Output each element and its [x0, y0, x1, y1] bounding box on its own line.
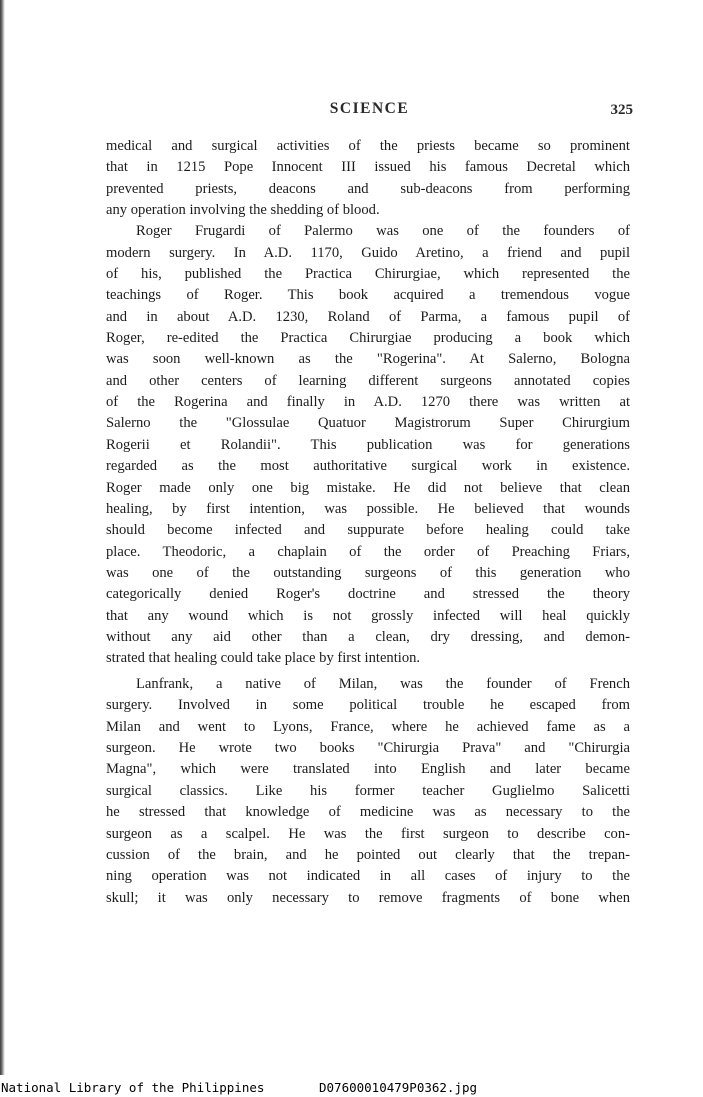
footer-library-name: National Library of the Philippines	[1, 1080, 265, 1095]
text-line: cussion of the brain, and he pointed out clearly that the trepan-	[106, 846, 630, 863]
text-line: he stressed that knowledge of medicine was as necessary to the	[106, 804, 630, 821]
text-line: was one of the outstanding surgeons of this generation who	[106, 564, 630, 581]
text-line: any operation involving the shedding of blood.	[106, 202, 380, 219]
text-line: strated that healing could take place by first intention.	[106, 650, 421, 667]
text-line: of his, published the Practica Chirurgiae, which represented the	[106, 266, 630, 283]
text-line: place. Theodoric, a chaplain of the order of Preaching Friars,	[106, 543, 630, 560]
page-number: 325	[610, 102, 633, 118]
running-title: SCIENCE	[329, 100, 410, 117]
paragraph-3	[106, 674, 630, 909]
text-line: surgical classics. Like his former teacher Guglielmo Salicetti	[106, 782, 630, 799]
text-line: Rogerii et Rolandii". This publication was for generations	[106, 436, 630, 453]
running-head	[106, 100, 633, 124]
text-line: Milan and went to Lyons, France, where he achieved fame as a	[106, 718, 630, 735]
text-line: should become infected and suppurate before healing could take	[106, 522, 630, 539]
text-line: surgery. Involved in some political trouble he escaped from	[106, 697, 630, 714]
text-line: Magna", which were translated into English and later became	[106, 761, 630, 778]
text-line: surgeon. He wrote two books "Chirurgia Prava" and "Chirurgia	[106, 740, 630, 757]
text-line: and in about A.D. 1230, Roland of Parma, a famous pupil of	[106, 308, 630, 325]
text-line: regarded as the most authoritative surgical work in existence.	[106, 458, 630, 475]
text-line: and other centers of learning different surgeons annotated copies	[106, 372, 630, 389]
text-line: skull; it was only necessary to remove fragments of bone when	[106, 889, 630, 906]
text-line: categorically denied Roger's doctrine and stressed the theory	[106, 586, 630, 603]
text-line: without any aid other than a clean, dry dressing, and demon-	[106, 628, 630, 645]
footer-filename: D07600010479P0362.jpg	[319, 1080, 478, 1095]
text-line: that in 1215 Pope Innocent III issued his famous Decretal which	[106, 159, 630, 176]
text-line: teachings of Roger. This book acquired a tremendous vogue	[106, 287, 630, 304]
text-line: surgeon as a scalpel. He was the first surgeon to describe con-	[106, 825, 630, 842]
text-line: ning operation was not indicated in all cases of injury to the	[106, 868, 630, 885]
text-line: healing, by first intention, was possible. He believed that wounds	[106, 500, 630, 517]
text-line: prevented priests, deacons and sub-deacons from performing	[106, 180, 630, 197]
text-line: Roger Frugardi of Palermo was one of the founders of	[136, 223, 630, 240]
scan-footer	[1, 1080, 701, 1097]
text-line: Roger, re-edited the Practica Chirurgiae producing a book which	[106, 330, 630, 347]
paragraph-1	[106, 136, 630, 221]
text-line: of the Rogerina and finally in A.D. 1270 there was written at	[106, 394, 630, 411]
paragraph-2	[106, 221, 630, 669]
text-line: Salerno the "Glossulae Quatuor Magistrorum Super Chirurgium	[106, 415, 630, 432]
text-line: modern surgery. In A.D. 1170, Guido Aretino, a friend and pupil	[106, 244, 630, 261]
text-line: Lanfrank, a native of Milan, was the founder of French	[136, 676, 630, 693]
scan-edge-shadow	[0, 0, 5, 1075]
text-line: Roger made only one big mistake. He did not believe that clean	[106, 479, 630, 496]
body-text	[106, 136, 630, 909]
text-line: that any wound which is not grossly infected will heal quickly	[106, 607, 630, 624]
text-line: medical and surgical activities of the priests became so prominent	[106, 138, 630, 154]
text-line: was soon well-known as the "Rogerina". At Salerno, Bologna	[106, 351, 630, 368]
